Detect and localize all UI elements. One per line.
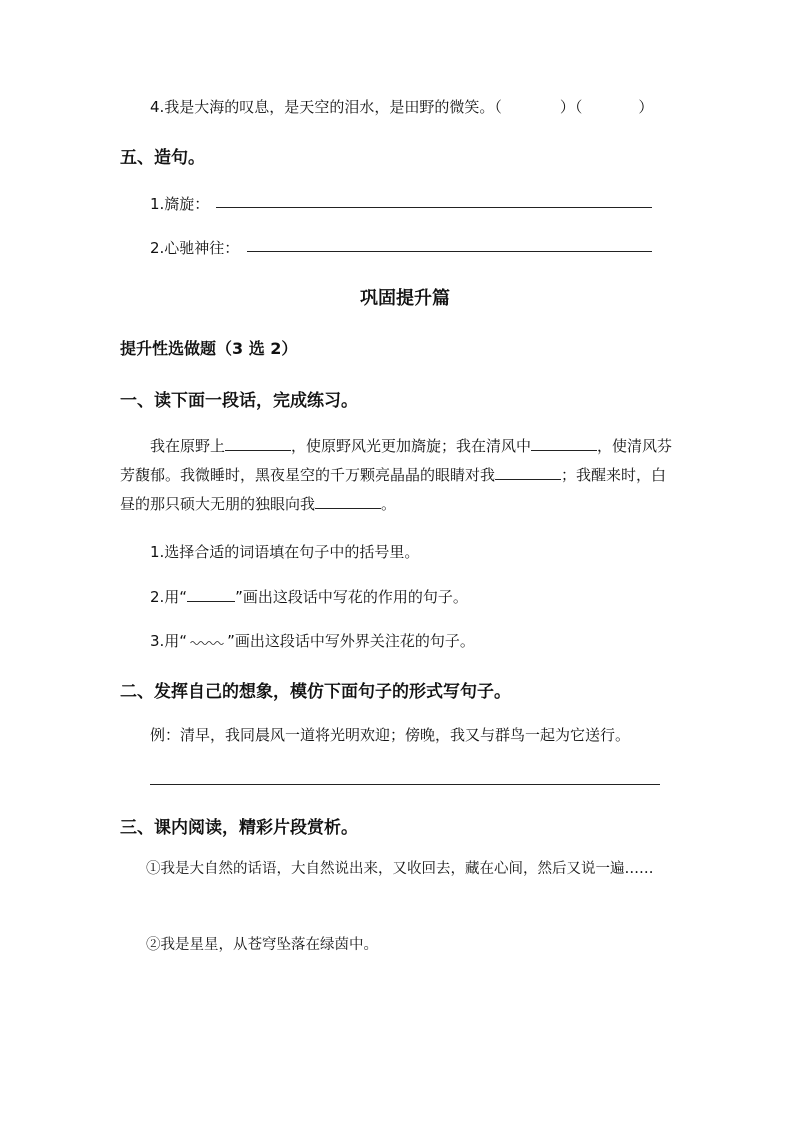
sentence-item-2-answer-line[interactable] <box>247 251 652 252</box>
part-2-heading: 二、发挥自己的想象，模仿下面句子的形式写句子。 <box>120 682 511 702</box>
sentence-item-2-label: 2.心驰神往： <box>150 239 240 257</box>
part-2-answer-line[interactable] <box>150 784 660 785</box>
part-1-passage: 我在原野上 ，使原野风光更加旖旋；我在清风中 ，使清风芬芳馥郁。我微睡时，黑夜星空的千万颗亮晶晶的眼睛对我 ；我醒来时，白昼的那只硕大无朋的独眼向我 。 <box>120 437 673 513</box>
passage-blank-4[interactable] <box>315 494 381 509</box>
subtitle: 提升性选做题（3 选 2） <box>120 339 298 358</box>
part-1-question-1: 1.选择合适的词语填在句子中的括号里。 <box>150 543 420 561</box>
part-3-passage-1: ①我是大自然的话语，大自然说出来，又收回去，藏在心间，然后又说一遍…… <box>146 861 654 877</box>
passage-blank-2[interactable] <box>531 436 597 451</box>
part-1-question-3: 3.用“ ”画出这段话中写外界关注花的句子。 <box>150 632 475 650</box>
question-4-text: 4.我是大海的叹息，是天空的泪水，是田野的微笑。（ <box>150 98 502 116</box>
passage-blank-3[interactable] <box>495 465 561 480</box>
part-2-example: 例：清早，我同晨风一道将光明欢迎；傍晚，我又与群鸟一起为它送行。 <box>150 726 631 744</box>
part-3-passage-2: ②我是星星，从苍穹坠落在绿茵中。 <box>146 937 378 953</box>
passage-blank-1[interactable] <box>225 436 291 451</box>
question-4-mid: ）（ <box>559 98 583 116</box>
question-4-end: ） <box>638 98 654 116</box>
part-1-heading: 一、读下面一段话，完成练习。 <box>120 391 358 411</box>
part-1-question-2: 2.用“ ”画出这段话中写花的作用的句子。 <box>150 588 468 606</box>
wavy-underline-symbol <box>187 640 227 646</box>
sentence-item-1-label: 1.旖旋： <box>150 195 210 213</box>
straight-underline-symbol <box>187 589 235 602</box>
part-3-heading: 三、课内阅读，精彩片段赏析。 <box>120 818 358 838</box>
page-title: 巩固提升篇 <box>360 288 450 309</box>
section-5-heading: 五、造句。 <box>120 148 205 168</box>
sentence-item-1-answer-line[interactable] <box>216 207 652 208</box>
question-4 <box>150 96 653 117</box>
